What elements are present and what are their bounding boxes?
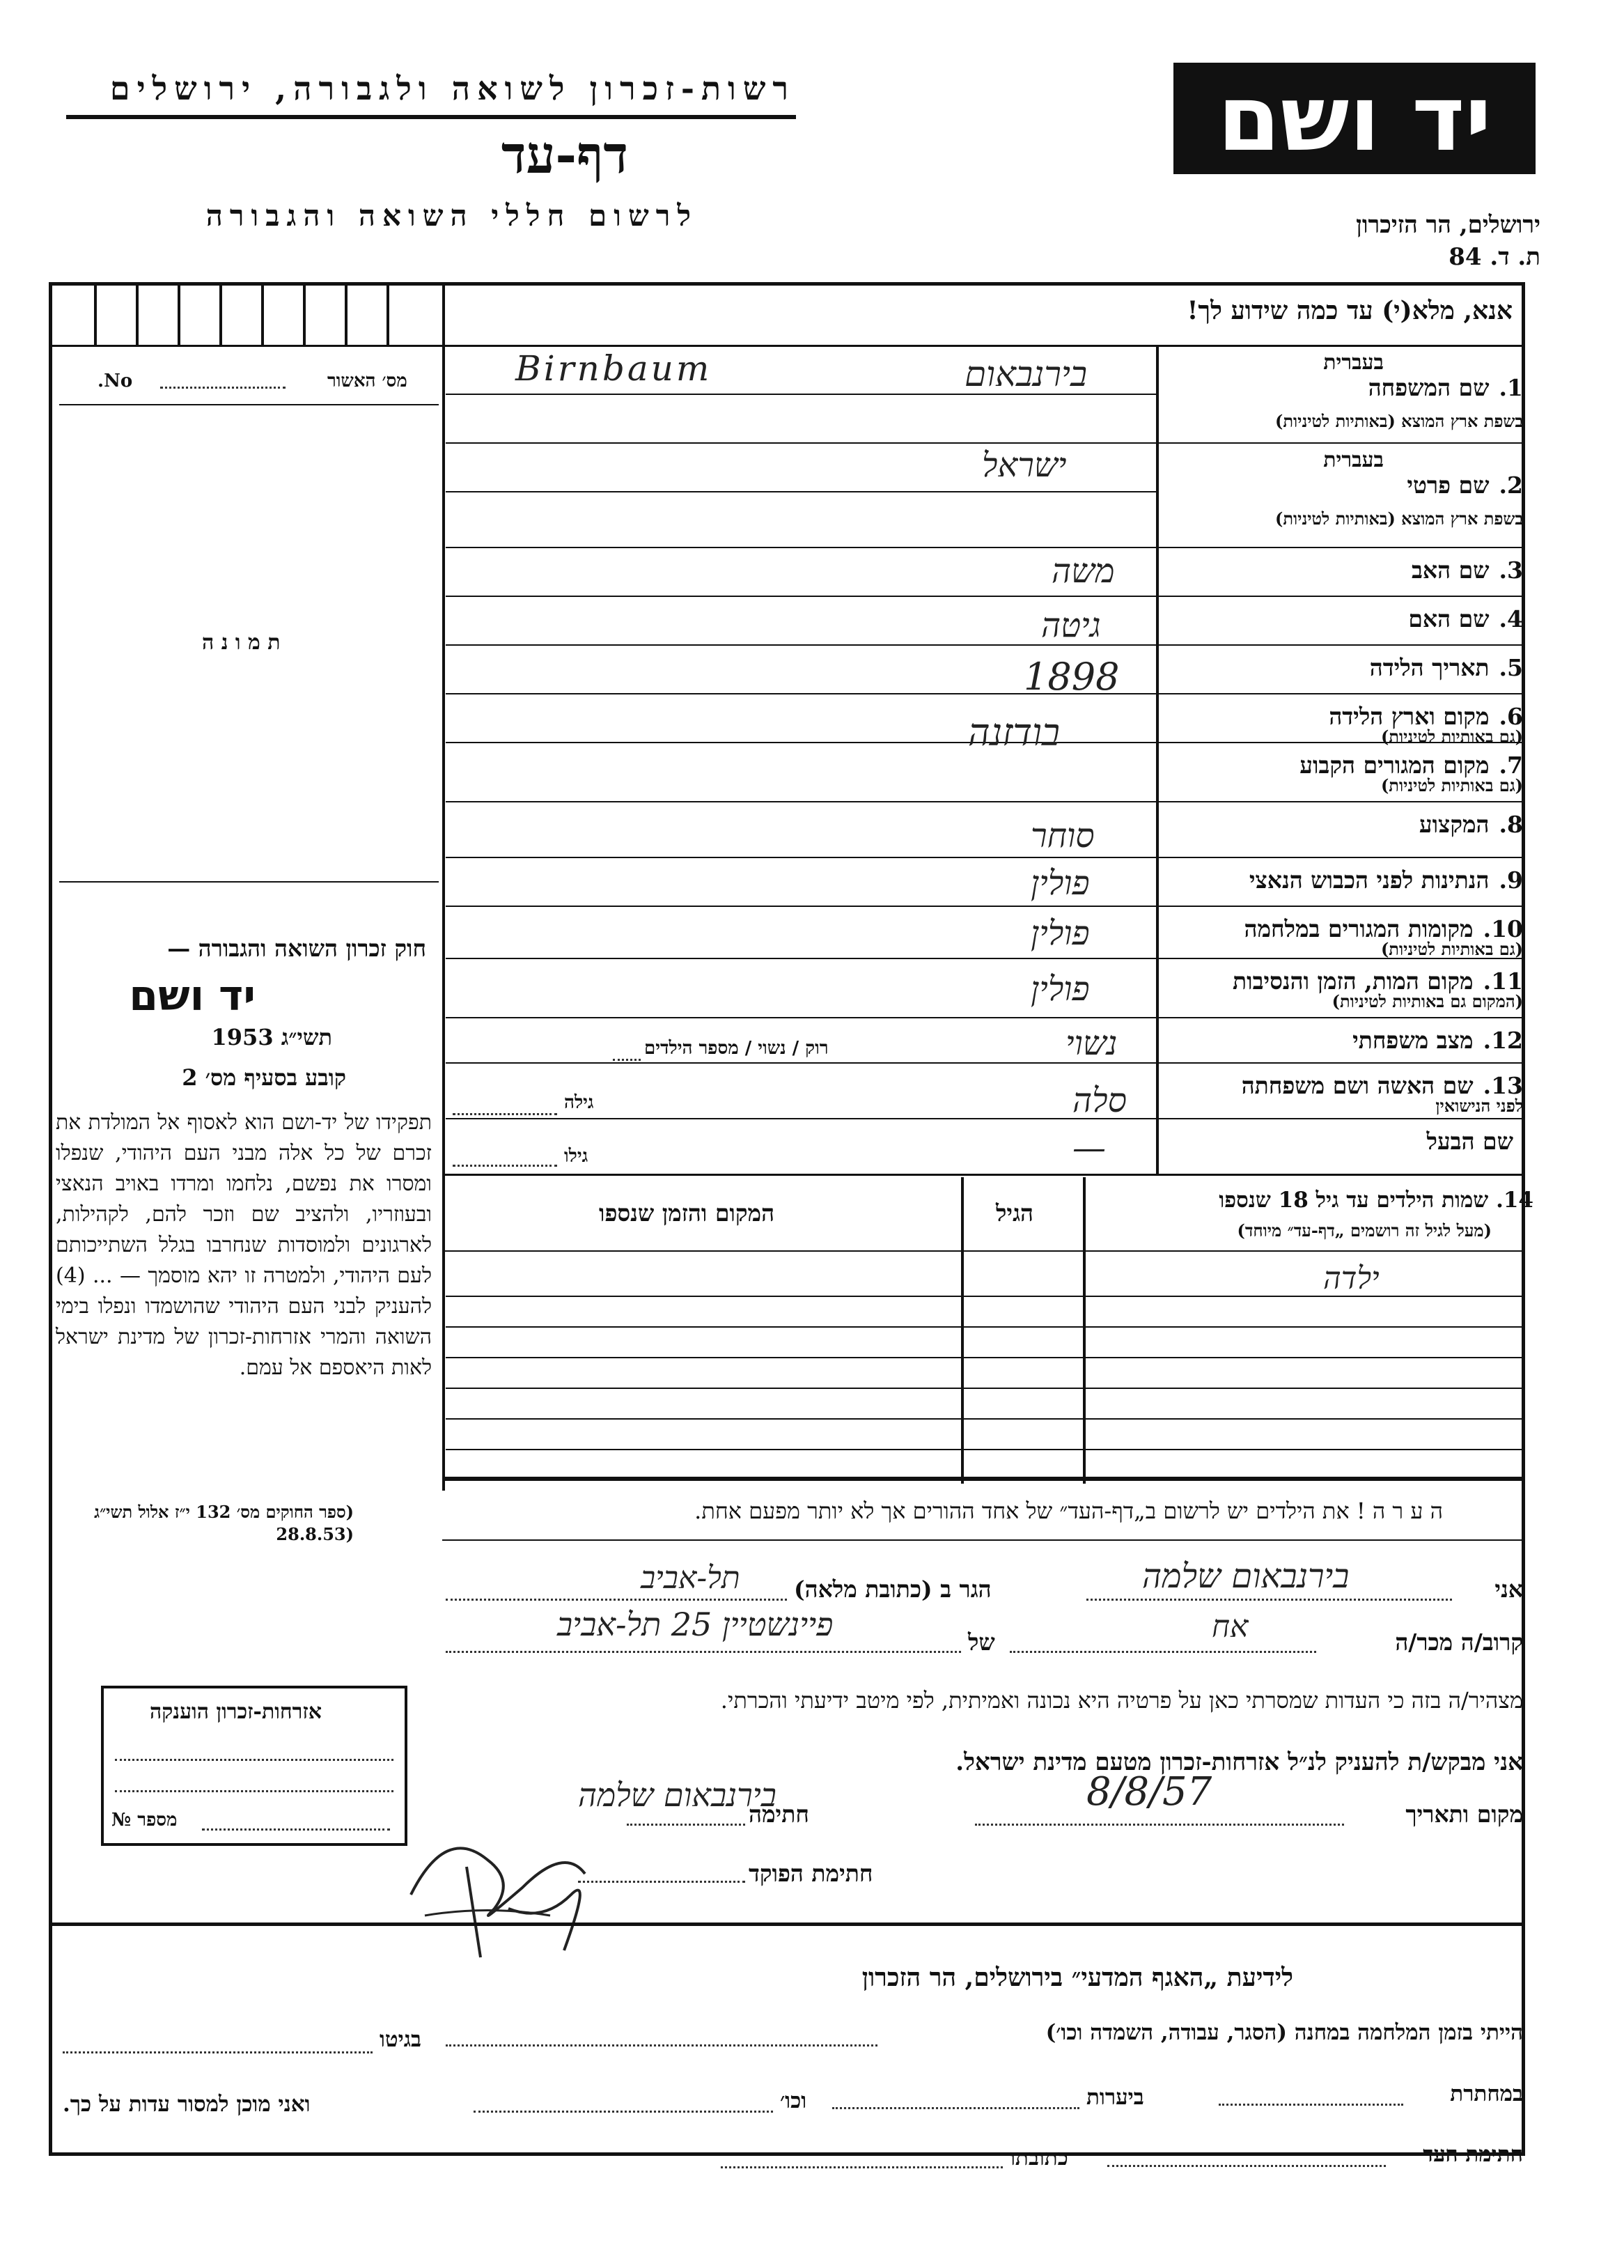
birth-date-value: 1898 [1024,655,1120,699]
declarant-relation-value: אח [1212,1609,1249,1645]
left-panel-divider [442,286,445,1491]
field-hebrew-note: בעברית [1323,448,1384,472]
husband-name-value: — [1072,1128,1106,1167]
place-date-label: מקום ותאריך [1405,1801,1523,1828]
declarant-address-value: תל-אביב [641,1560,740,1596]
instruction-divider [442,345,1525,347]
field-label [1427,1128,1523,1156]
field-number: 6. [1499,703,1523,730]
officer-signature-label: חתימת הפוקד [749,1860,873,1887]
underground-label: במחתרת [1450,2081,1523,2106]
camp-line [446,2044,877,2046]
declarant-name-value: בירנבאום שלמה [1142,1557,1350,1596]
field-number: 10. [1483,915,1523,942]
children-row-rule [446,1449,1522,1450]
strip-tick [345,286,348,345]
declarant-address2-value: פיינשטיין 25 תל-אביב [557,1606,834,1643]
field-label-text: שם האם [1408,605,1490,632]
field-label-text: שם פרטי [1407,472,1490,499]
field-label [1352,1027,1523,1055]
strip-tick [178,286,180,345]
nationality-value: פולין [1031,864,1090,903]
field-row-rule [446,906,1525,907]
children-title [1219,1188,1533,1213]
field-number: 13. [1483,1072,1523,1099]
occupation-value: סוחר [1031,816,1095,855]
declaration-text: מצהיר/ה בזה כי העדות שמסרתי כאן על פרטיה היא נכונה ואמיתית, לפי מיטב ידיעתי והכרתי. [720,1687,1523,1714]
authority-name: רשות-זכרון לשואה ולגבורה, ירושלים [109,70,795,107]
certificate-line [115,1759,393,1761]
field-label [1412,557,1523,584]
husband-age-label: גילו [564,1146,588,1167]
surname-latin-value: Birnbaum [515,348,712,389]
field-number: 7. [1499,752,1523,779]
field-label-text: שם האב [1412,557,1490,584]
registration-no-line [160,387,286,389]
ghetto-line [63,2051,373,2053]
field-label-text: מקום המגורים הקבוע [1299,752,1490,779]
remark-text: ה ע ר ה ! את הילדים יש לרשום ב„דף-העד״ של אחד ההורים אך לא יותר מפעם אחת. [694,1498,1443,1524]
field-label [1249,867,1523,894]
law-reference: (ספר החוקים מס׳ 132 י״ז אלול תשי״ג (28.8.53 [94,1502,354,1544]
birth-place-value: בודזנה [968,710,1060,754]
field-note: (המקום גם באותיות לטיניות) [1332,991,1523,1011]
field-number: 11. [1483,968,1523,995]
strip-tick [94,286,97,345]
field-label [1407,472,1523,499]
field-number: 5. [1499,654,1523,681]
children-top-rule [442,1174,1525,1176]
field-number: 4. [1499,605,1523,632]
field-label-text: מקום המות, הזמן והנסיבות [1233,968,1474,995]
children-row-rule [446,1418,1522,1420]
witness-address-label: כתובתו [1010,2145,1068,2170]
children-col-divider [1083,1177,1086,1484]
death-place-value: פולין [1031,970,1090,1009]
children-count-line [613,1059,641,1061]
field-label-text: המקצוע [1419,811,1490,838]
certificate-number-line [202,1828,390,1831]
address-line1: ירושלים, הר הזיכרון [1356,211,1540,239]
first-name-value: ישראל [982,446,1067,485]
certificate-number-label: מספר № [111,1810,178,1831]
field-row-rule [446,596,1525,597]
children-header-rule [442,1250,1525,1252]
declarant-relation-label: קרוב/ה מכר/ה [1395,1629,1523,1656]
wartime-residence-value: פולין [1031,914,1090,953]
field-row-rule [446,1017,1525,1018]
registration-no [97,371,132,391]
field-hebrew-note: בעברית [1323,350,1384,375]
children-row-rule [446,1388,1522,1389]
field-label [1368,374,1523,402]
forests-line [832,2107,1079,2109]
label-column-divider [1156,345,1159,1174]
field-label-text: שם האשה ושם משפחתה [1241,1072,1474,1099]
header-rule [66,115,796,119]
strip-tick [219,286,222,345]
photo-label: ת מ ו נ ה [202,630,281,655]
strip-tick [136,286,139,345]
law-name: יד ושם [129,972,256,1020]
signature-value: בירנבאום שלמה [578,1776,776,1814]
field-number: 1. [1499,374,1523,401]
field-label-text: תאריך הלידה [1369,654,1490,681]
field-number: 2. [1499,472,1523,499]
strip-tick [261,286,264,345]
mother-name-value: גיטה [1041,606,1101,645]
wife-age-line [453,1113,557,1115]
declarant-address-label: הגר ב (כתובת מלאה) [794,1576,992,1603]
marital-status-options: רוק / נשוי / מספר הילדים [644,1038,829,1059]
children-title-text: שמות הילדים עד גיל 18 שנספו [1219,1188,1489,1213]
page-subtitle: לרשום חללי השואה והגבורה [205,199,698,233]
forests-label: ביערות [1086,2085,1144,2110]
declarant-name-line [1086,1599,1452,1601]
handwritten-signature [404,1783,613,1967]
declarant-of-label: של [968,1629,995,1656]
field-label [1370,654,1523,682]
field-row-rule [446,442,1525,444]
field-row-rule [446,857,1525,858]
law-title: חוק זכרון השואה והגבורה — [167,935,426,962]
father-name-value: משה [1052,552,1115,591]
field-label-text: שם הבעל [1426,1128,1513,1155]
address-block [1356,209,1540,273]
field-row-rule [446,958,1525,959]
field-row-rule [446,547,1525,548]
yad-vashem-logo: יד ושם [1173,63,1536,174]
field-label-text: שם המשפחה [1368,374,1490,401]
place-date-value: 8/8/57 [1086,1769,1212,1815]
children-col-divider [961,1177,964,1484]
child-name-1: ילדה [1323,1261,1380,1296]
strip-tick [303,286,306,345]
underground-line [1219,2104,1403,2106]
field-row-rule [446,801,1525,802]
children-row-rule [446,1357,1522,1358]
field-number: 9. [1499,867,1523,894]
field-label [1408,605,1523,633]
field-number: 12. [1483,1027,1523,1054]
photo-bottom-rule [59,881,439,883]
field-note: בשפת ארץ המוצא (באותיות לטיניות) [1275,411,1523,431]
field-row-rule [446,644,1525,646]
field-note: (גם באותיות לטיניות) [1380,775,1523,795]
registration-label: מס׳ האשור [327,371,407,391]
children-place-header: המקום והזמן שנספו [599,1199,775,1227]
registration-no-label: No. [97,371,133,391]
children-note: (מעל לגיל זה רושמים „דף-עד״ מיוחד) [1237,1220,1492,1241]
field-number: 8. [1499,811,1523,838]
place-date-line [975,1824,1344,1826]
surname-hebrew-value: בירנבאום [965,354,1088,394]
marital-status-value: נשוי [1065,1024,1118,1063]
certificate-title: אזרחות-זכרון הוענקה [150,1700,322,1724]
camp-label: הייתי בזמן המלחמה במחנה (הסגר, עבודה, השמדה וכו׳) [1045,2020,1523,2045]
law-clause: קובע בסעיף מס׳ 2 [182,1064,346,1091]
field-note: (גם באותיות לטיניות) [1380,727,1523,747]
law-text: תפקידו של יד-ושם הוא לאסוף אל המולדת את זכרם של כל אלה מבני העם היהודי, שנפלו ומסרו את נפשם, נלחמו ומרדו באויב הנאצי ובעוזריו, ולהציב שם וזכר להם, לקהילות, לארגונים ולמוסדות שנחרבו בגלל השתייכותם לעם היהודי, ולמטרה זו יהא מוסמך — ... (4) להעניק לבני העם היהודי שהושמדו ונפלו בימי השואה והמרי אזרחות-זכרון של מדינת ישראל לאות היאספם אל עמם. [56,1110,432,1380]
field-note: לפני הנישואין [1435,1096,1523,1116]
wife-age-label: גילה [564,1092,594,1113]
field-label-text: מקום וארץ הלידה [1329,703,1490,730]
children-num: 14. [1496,1188,1533,1213]
page-title: דף-עד [501,125,628,185]
certificate-line [115,1790,393,1792]
field-row-rule [446,1118,1525,1119]
address-line2: ת. ד. 84 [1449,243,1540,271]
photo-top-rule [59,404,439,405]
declarant-relation-line [1010,1651,1316,1653]
request-text: אני מבקש/ת להעניק לנ״ל אזרחות-זכרון מטעם מדינת ישראל. [955,1748,1523,1776]
strip-tick [387,286,389,345]
field-number: 3. [1499,557,1523,584]
wife-name-value: סלה [1072,1081,1127,1120]
law-year: תשי״ג 1953 [211,1024,332,1050]
bottom-title: לידיעת „האגף המדעי״ בירושלים, הר הזכרון [861,1963,1293,1992]
field-label [1419,811,1523,839]
field-row-rule [446,1062,1525,1064]
field-label-text: הנתינות לפני הכבוש הנאצי [1249,867,1490,894]
instruction: אנא, מלא(י) עד כמה שידוע לך! [1187,296,1513,325]
signature-label: חתימה [749,1801,809,1828]
strip-divider [52,345,442,347]
field-note: בשפת ארץ המוצא (באותיות לטיניות) [1275,508,1523,529]
remark-bottom-rule [442,1539,1525,1541]
field-label-text: מצב משפחתי [1352,1027,1474,1054]
declarant-of-line [446,1651,961,1653]
field-row-rule [446,693,1525,694]
witness-address-line [721,2166,1003,2168]
bottom-section-rule [52,1923,1522,1926]
field-note: (גם באותיות לטיניות) [1380,939,1523,959]
etc-line [474,2111,773,2113]
declarant-ani: אני [1494,1576,1523,1603]
etc-label: וכו׳ [780,2088,807,2113]
witness-signature-label: חתימת העד [1423,2142,1523,2167]
children-age-header: הגיל [996,1199,1033,1227]
declarant-address-line [446,1599,787,1601]
ghetto-label: בגיטו [380,2027,421,2052]
testimony-offer: ואני מוכן למסור עדות על כך. [63,2092,311,2117]
signature-line [627,1824,745,1826]
husband-age-line [453,1165,557,1167]
witness-signature-line [1107,2165,1386,2167]
field-label-text: מקומות המגורים במלחמה [1244,915,1474,942]
field-mid-rule [446,491,1156,492]
children-row-rule [446,1326,1522,1328]
remark-top-rule [442,1477,1525,1481]
